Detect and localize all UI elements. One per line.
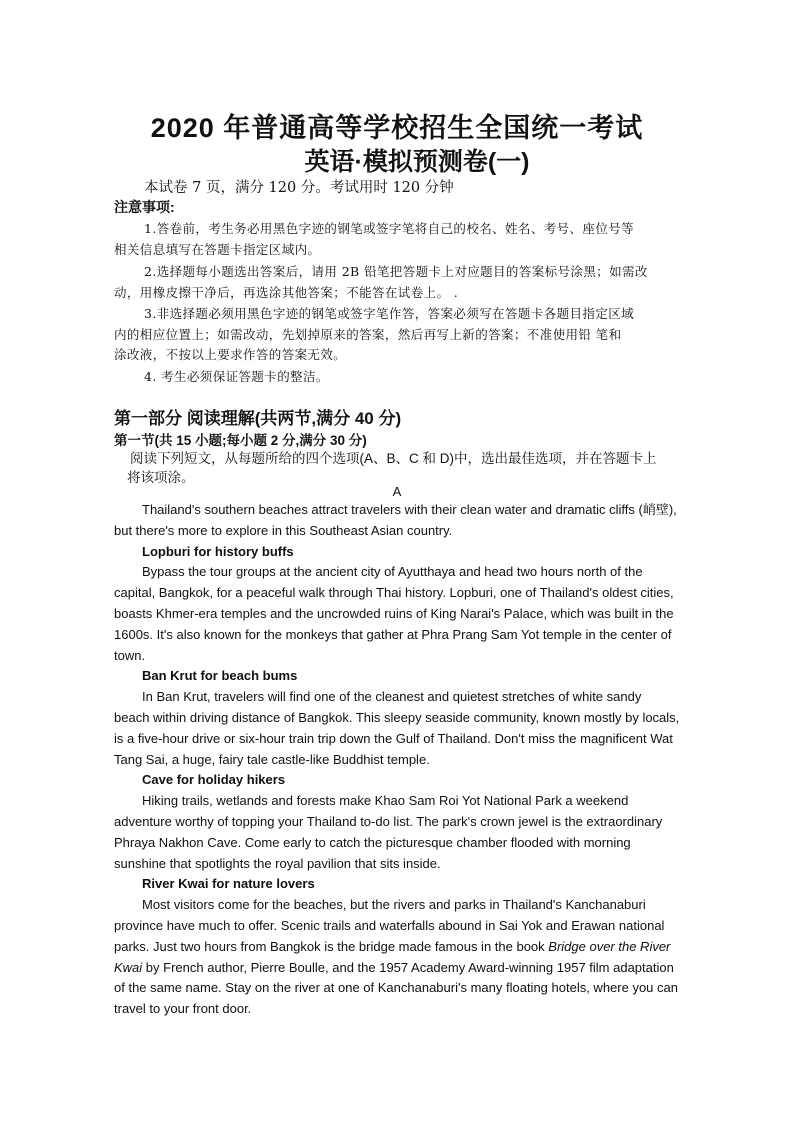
subheading-cave: Cave for holiday hikers	[142, 772, 286, 788]
intro-text-end: ), but there's more to explore in this Southeast Asian country.	[114, 502, 677, 538]
notice-line: 1.答卷前，考生务必用黑色字迹的钢笔或签字笔将自己的校名、姓名、考号、座位号等	[144, 221, 635, 236]
instruction-line: 阅读下列短文，从每题所给的四个选项(A、B、C 和 D)中，选出最佳选项，并在答题卡上	[130, 451, 657, 466]
instruction-line: 将该项涂。	[127, 470, 195, 485]
intro-gloss: 峭壁	[642, 502, 669, 517]
river-kwai-text-end: by French author, Pierre Boulle, and the 1957 Academy Award-winning 1957 film adaptation of the same name. Stay on the river at one of Kanchanaburi's many floating hotels, where you can travel to your front door.	[114, 959, 678, 1017]
notice-line: 2.选择题每小题选出答案后，请用 2B 铅笔把答题卡上对应题目的答案标号涂黑；如需改	[144, 264, 648, 279]
notice-line: 内的相应位置上；如需改动，先划掉原来的答案，然后再写上新的答案；不准使用铅 笔和	[114, 327, 622, 342]
exam-title: 2020 年普通高等学校招生全国统一考试	[150, 113, 644, 143]
paragraph-lopburi: Bypass the tour groups at the ancient city of Ayutthaya and head two hours north of the capital, Bangkok, for a peaceful walk through Thai history. Lopburi, one of Thailand's oldest cities, boasts Khmer-era temples and the uncrowded ruins of King Narai's Palace, which was built in the 1600s. It's also known for the monkeys that gather at Phra Prang Sam Yot temple in the center of town.	[114, 564, 674, 663]
book-title: Bridge over the River Kwai	[114, 938, 671, 975]
notice-line: 动，用橡皮擦干净后，再选涂其他答案；不能答在试卷上。 .	[114, 285, 459, 300]
notice-line: 4. 考生必须保证答题卡的整洁。	[144, 369, 329, 384]
notice-line: 3.非选择题必须用黑色字迹的钢笔或签字笔作答，答案必须写在答题卡各题目指定区域	[144, 306, 635, 321]
passage-body	[114, 500, 680, 1020]
passage-intro	[114, 500, 680, 542]
passage-label: A	[392, 484, 402, 499]
river-kwai-text: Most visitors come for the beaches, but the rivers and parks in Thailand's Kanchanaburi province have much to offer. Scenic trails and waterfalls abound in Sai Yok and Erawan national parks. Just two hours from Bangkok is the bridge made famous in the book	[114, 897, 665, 954]
part-heading: 第一部分 阅读理解(共两节,满分 40 分)	[114, 409, 402, 428]
subheading-ban-krut: Ban Krut for beach bums	[142, 668, 298, 684]
exam-info: 本试卷 7 页，满分 120 分。考试用时 120 分钟	[144, 180, 454, 196]
section-heading: 第一节(共 15 小题;每小题 2 分,满分 30 分)	[114, 433, 367, 448]
notice-heading: 注意事项:	[114, 199, 175, 215]
subheading-lopburi: Lopburi for history buffs	[142, 543, 294, 559]
exam-subtitle: 英语·模拟预测卷(一)	[304, 148, 530, 176]
paragraph-ban-krut: In Ban Krut, travelers will find one of the cleanest and quietest stretches of white sandy beach within driving distance of Bangkok. This sleepy seaside community, known mostly by locals, is a five-hour drive or six-hour train trip down the Gulf of Thailand. Don't miss the magnificent Wat Tang Sai, a huge, fairy tale castle-like Buddhist temple.	[114, 689, 680, 767]
paragraph-river-kwai	[114, 895, 680, 1020]
subheading-river-kwai: River Kwai for nature lovers	[142, 876, 315, 892]
notice-line: 涂改液，不按以上要求作答的答案无效。	[114, 347, 347, 362]
notice-line: 相关信息填写在答题卡指定区域内。	[114, 242, 321, 257]
paragraph-cave: Hiking trails, wetlands and forests make Khao Sam Roi Yot National Park a weekend adventure worthy of topping your Thailand to-do list. The park's crown jewel is the extraordinary Phraya Nakhon Cave. Come early to catch the picturesque chamber flooded with morning sunshine that spotlights the royal pavilion that sits inside.	[114, 793, 663, 871]
intro-text: Thailand's southern beaches attract travelers with their clean water and dramatic cliffs (	[142, 502, 643, 517]
